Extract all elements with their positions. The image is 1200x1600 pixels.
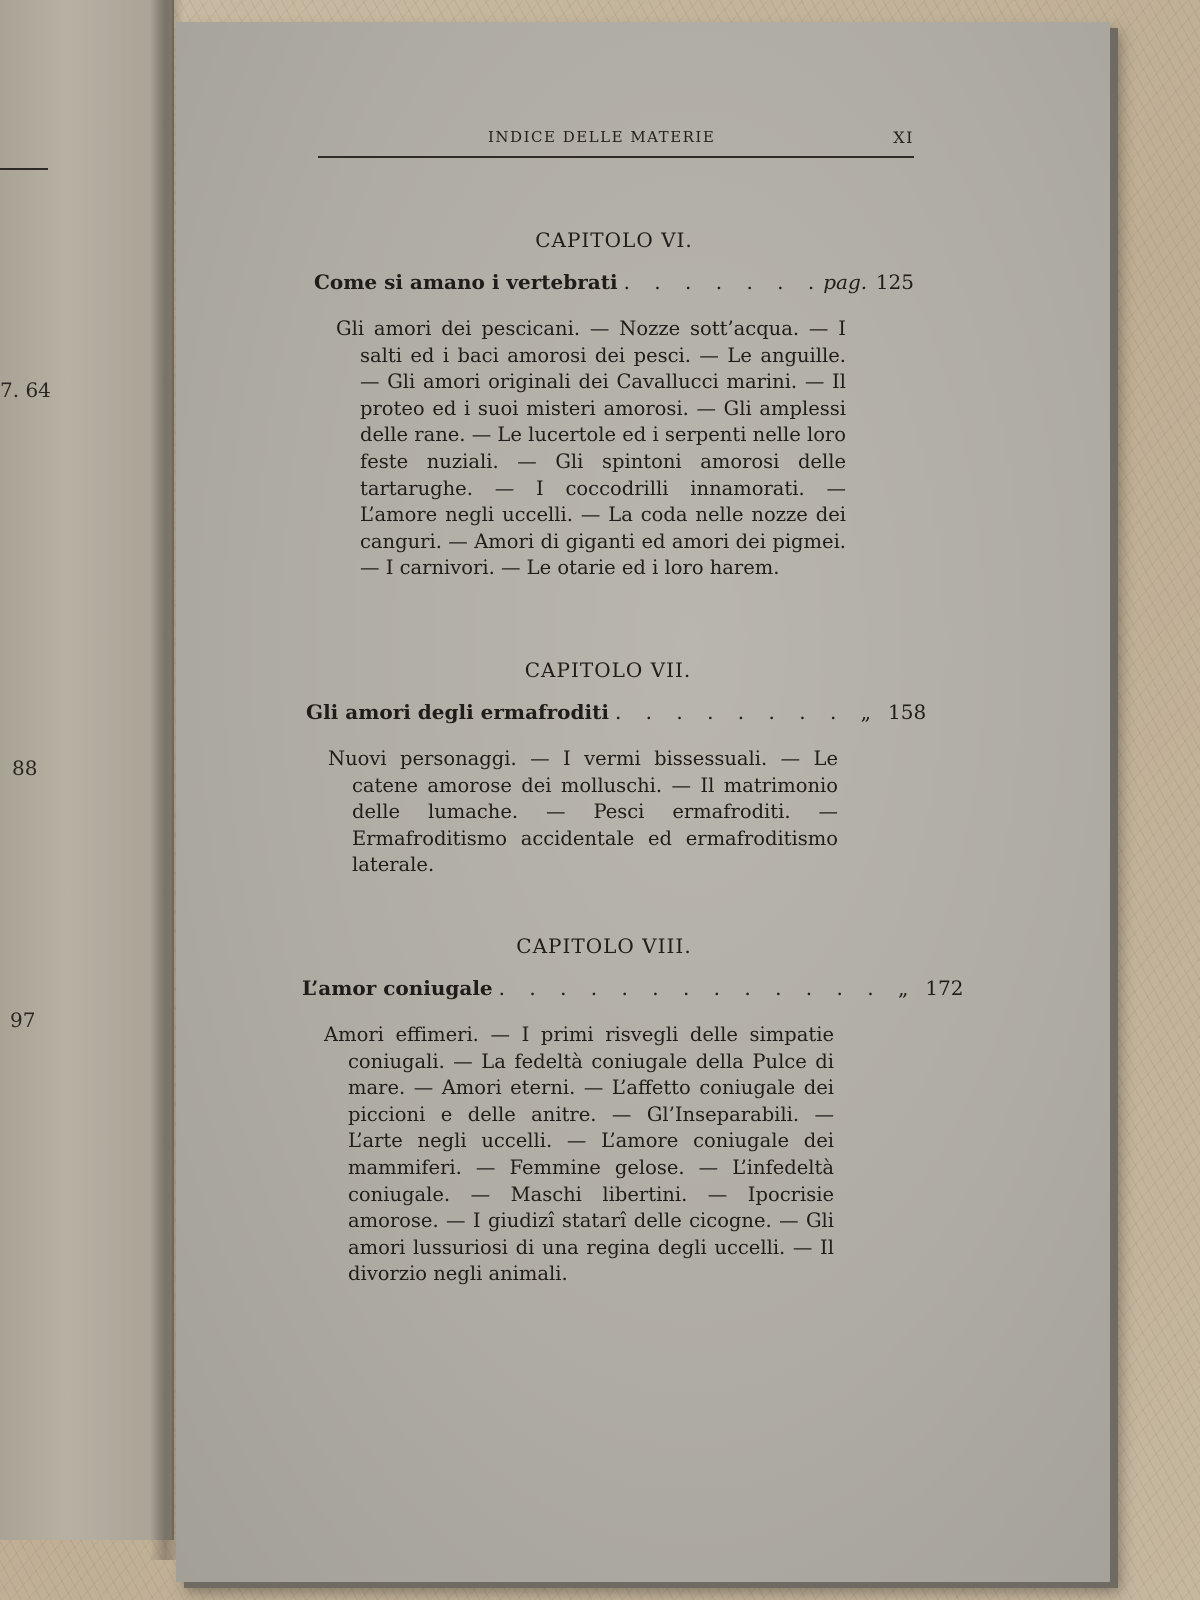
previous-page-number: 97 (10, 1008, 36, 1032)
previous-page-number: 7. 64 (0, 378, 51, 402)
dot-leaders: . . . . . . . . „ (614, 700, 881, 724)
chapter-summary: Nuovi personaggi. — I vermi bissessuali. — Le catene amorose dei molluschi. — Il matrimonio delle lumache. — Pesci ermafroditi. — Ermafroditismo accidentale ed ermafroditismo laterale. (328, 747, 838, 877)
chapter-block (302, 934, 964, 1288)
previous-page-rule (0, 168, 48, 170)
previous-page-number: 88 (12, 756, 38, 780)
chapter-summary: Amori effimeri. — I primi risvegli delle simpatie coniugali. — La fedeltà coniugale della Pulce di mare. — Amori eterni. — L’affetto coniugale dei piccioni e delle anitre. — Gl’Inseparabili. — L’arte negli uccelli. — L’amore coniugale dei mammiferi. — Femmine gelose. — L’infedeltà coniugale. — Maschi libertini. — Ipocrisie amorose. — I giudizî statarî delle cicogne. — Gli amori lussuriosi di una regina degli uccelli. — Il divorzio negli animali. (324, 1023, 834, 1286)
dot-leaders: . . . . . . . (623, 270, 824, 294)
running-header (318, 120, 914, 158)
running-title: INDICE DELLE MATERIE (488, 128, 716, 146)
dot-leaders: . . . . . . . . . . . . . „ (498, 976, 918, 1000)
toc-entry (306, 700, 927, 732)
page-number: 172 (925, 976, 964, 1000)
entry-title: L’amor coniugale (302, 976, 493, 1000)
chapter-heading: CAPITOLO VII. (524, 658, 692, 682)
chapter-heading: CAPITOLO VIII. (516, 934, 692, 958)
toc-entry (302, 976, 964, 1008)
chapter-block (306, 658, 927, 879)
chapter-summary: Gli amori dei pescicani. — Nozze sott’acqua. — I salti ed i baci amorosi dei pesci. — Le anguille. — Gli amori originali dei Cavallucci marini. — Il proteo ed i suoi misteri amorosi. — Gli amplessi delle rane. — Le lucertole ed i serpenti nelle loro feste nuziali. — Gli spintoni amorosi delle tartarughe. — I coccodrilli innamorati. — L’amore negli uccelli. — La coda nelle nozze dei canguri. — Amori di giganti ed amori dei pigmei. — I carnivori. — Le otarie ed i loro harem. (336, 317, 846, 580)
book-page (176, 22, 1110, 1582)
page-prefix: pag. (823, 270, 868, 294)
chapter-block (314, 228, 914, 582)
page-number: 125 (875, 270, 914, 294)
toc-entry (314, 270, 914, 302)
entry-title: Gli amori degli ermafroditi (306, 700, 609, 724)
page-number: 158 (888, 700, 927, 724)
page-folio: XI (893, 128, 914, 147)
entry-title: Come si amano i vertebrati (314, 270, 618, 294)
chapter-heading: CAPITOLO VI. (535, 228, 693, 252)
previous-page-edge (0, 0, 174, 1540)
